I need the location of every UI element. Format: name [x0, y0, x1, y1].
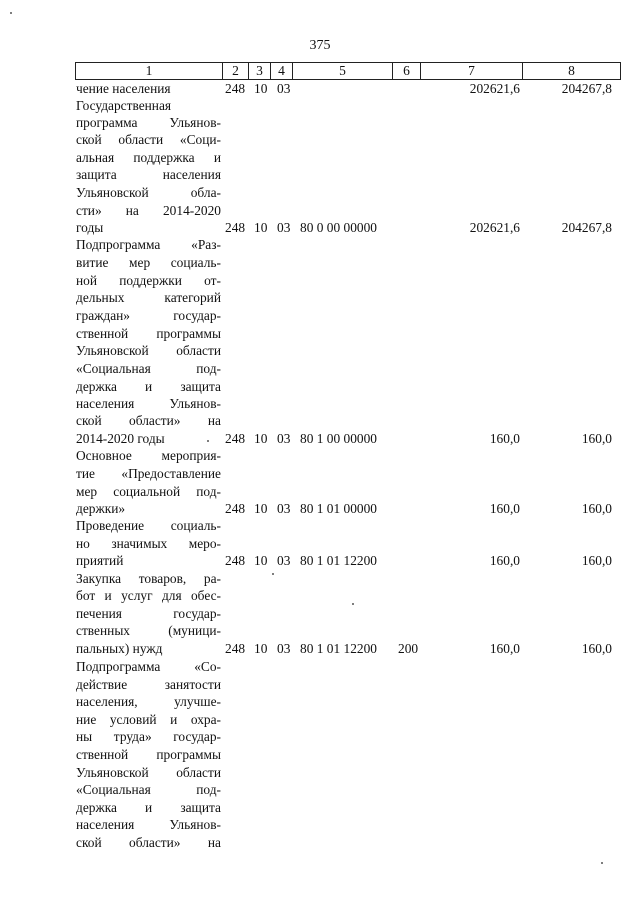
- name-line: ской области «Соци-: [76, 132, 221, 147]
- cell-code-3: 10: [254, 641, 268, 656]
- header-col-8: 8: [568, 63, 575, 78]
- name-line: Государственная: [76, 98, 172, 113]
- header-col-1: 1: [76, 63, 223, 79]
- scan-speck: [272, 573, 274, 575]
- name-line: держка и защита: [76, 379, 221, 394]
- cell-code-3: 10: [254, 553, 268, 568]
- name-line: чение населения: [76, 81, 171, 96]
- name-line: граждан» государ-: [76, 308, 221, 323]
- name-line: ние условий и охра-: [76, 712, 221, 727]
- name-line: «Социальная под-: [76, 782, 221, 797]
- name-line: ской области» на: [76, 835, 221, 850]
- cell-code-4: 03: [277, 81, 291, 96]
- name-line: ной поддержки от-: [76, 273, 221, 288]
- cell-code-4: 03: [277, 220, 291, 235]
- name-line: Подпрограмма «Раз-: [76, 237, 221, 252]
- name-line: тие «Предоставление: [76, 466, 221, 481]
- table-header: [75, 62, 621, 80]
- scan-speck: [601, 862, 603, 864]
- cell-amount-7: 160,0: [489, 553, 520, 568]
- cell-code-4: 03: [277, 641, 291, 656]
- page-number: 375: [309, 38, 331, 53]
- cell-code-2: 248: [225, 641, 246, 656]
- cell-code-3: 10: [254, 431, 268, 446]
- name-line: ственных (муници-: [76, 623, 221, 638]
- name-line: Ульяновской области: [76, 765, 221, 780]
- name-line: альная поддержка и: [76, 150, 221, 165]
- cell-code-2: 248: [225, 220, 246, 235]
- header-col-2: 2: [223, 63, 249, 79]
- cell-code-3: 10: [254, 220, 268, 235]
- cell-amount-8: 204267,8: [561, 81, 612, 96]
- name-line: пальных) нужд: [76, 641, 163, 656]
- name-line: годы: [76, 220, 104, 235]
- cell-code-2: 248: [225, 431, 246, 446]
- scan-speck: [207, 440, 209, 442]
- name-line: населения, улучше-: [76, 694, 221, 709]
- cell-amount-7: 160,0: [489, 431, 520, 446]
- name-line: держка и защита: [76, 800, 221, 815]
- name-line: Закупка товаров, ра-: [76, 571, 221, 586]
- cell-code-2: 248: [225, 81, 246, 96]
- name-line: Ульяновской обла-: [76, 185, 221, 200]
- cell-code-4: 03: [277, 501, 291, 516]
- name-line: Подпрограмма «Со-: [76, 659, 221, 674]
- cell-target-code: 80 0 00 00000: [300, 220, 377, 235]
- name-line: витие мер социаль-: [76, 255, 221, 270]
- name-line: населения Ульянов-: [76, 396, 221, 411]
- cell-code-2: 248: [225, 553, 246, 568]
- cell-target-code: 80 1 00 00000: [300, 431, 377, 446]
- header-col-4: 4: [271, 63, 293, 79]
- name-line: программа Ульянов-: [76, 115, 221, 130]
- name-line: дельных категорий: [76, 290, 221, 305]
- name-line: но значимых меро-: [76, 536, 221, 551]
- cell-code-4: 03: [277, 553, 291, 568]
- cell-code-4: 03: [277, 431, 291, 446]
- name-line: печения государ-: [76, 606, 221, 621]
- name-line: «Социальная под-: [76, 361, 221, 376]
- cell-code-3: 10: [254, 81, 268, 96]
- cell-amount-7: 202621,6: [469, 220, 520, 235]
- cell-amount-8: 204267,8: [561, 220, 612, 235]
- name-line: ственной программы: [76, 747, 221, 762]
- cell-amount-8: 160,0: [581, 501, 612, 516]
- cell-target-code: 80 1 01 00000: [300, 501, 377, 516]
- cell-expense-type: 200: [398, 641, 419, 656]
- cell-code-2: 248: [225, 501, 246, 516]
- cell-amount-7: 202621,6: [469, 81, 520, 96]
- cell-amount-8: 160,0: [581, 553, 612, 568]
- name-line: 2014-2020 годы: [76, 431, 165, 446]
- name-line: мер социальной под-: [76, 484, 221, 499]
- name-line: защита населения: [76, 167, 221, 182]
- cell-amount-8: 160,0: [581, 641, 612, 656]
- name-line: ны труда» государ-: [76, 729, 221, 744]
- cell-target-code: 80 1 01 12200: [300, 553, 377, 568]
- cell-code-3: 10: [254, 501, 268, 516]
- name-line: держки»: [76, 501, 126, 516]
- name-line: населения Ульянов-: [76, 817, 221, 832]
- name-line: бот и услуг для обес-: [76, 588, 221, 603]
- cell-amount-7: 160,0: [489, 641, 520, 656]
- cell-amount-8: 160,0: [581, 431, 612, 446]
- scan-speck: [10, 12, 12, 14]
- header-col-5: 5: [293, 63, 393, 79]
- name-line: действие занятости: [76, 677, 221, 692]
- cell-target-code: 80 1 01 12200: [300, 641, 377, 656]
- header-col-7: 7: [421, 63, 523, 79]
- name-line: ственной программы: [76, 326, 221, 341]
- header-col-6: 6: [393, 63, 421, 79]
- name-line: приятий: [76, 553, 124, 568]
- name-line: Проведение социаль-: [76, 518, 221, 533]
- name-line: Основное мероприя-: [76, 448, 221, 463]
- header-col-3: 3: [249, 63, 271, 79]
- name-line: Ульяновской области: [76, 343, 221, 358]
- scan-speck: [352, 603, 354, 605]
- name-line: ской области» на: [76, 413, 221, 428]
- name-line: сти» на 2014-2020: [76, 203, 221, 218]
- cell-amount-7: 160,0: [489, 501, 520, 516]
